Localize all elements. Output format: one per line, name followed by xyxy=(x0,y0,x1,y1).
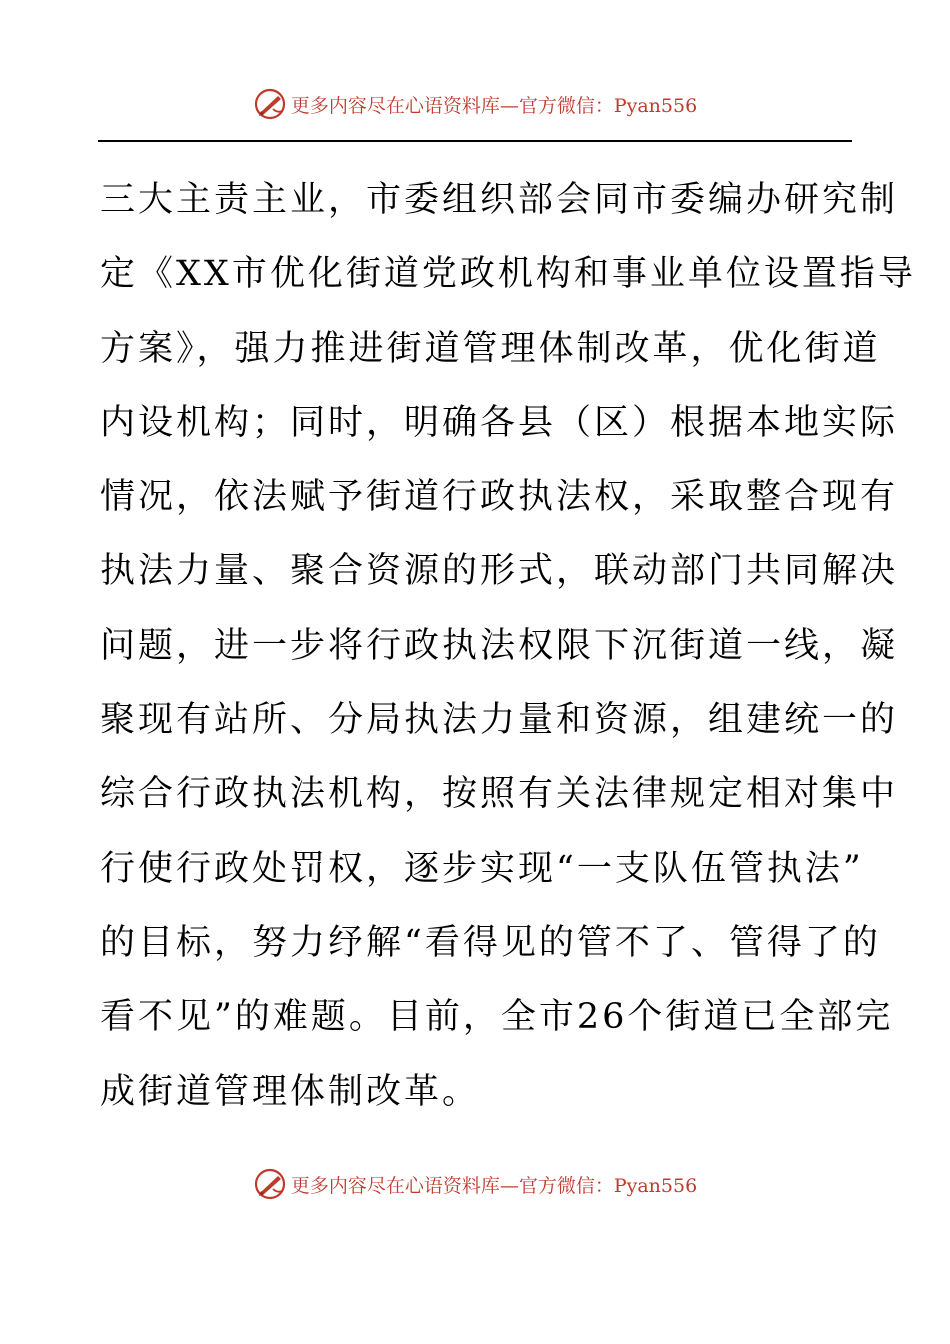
body-line: 内设机构；同时，明确各县（区）根据本地实际 xyxy=(100,402,899,443)
body-line: 情况，依法赋予街道行政执法权，采取整合现有 xyxy=(100,477,899,518)
body-line: 综合行政执法机构，按照有关法律规定相对集中 xyxy=(100,774,899,815)
body-line: 执法力量、聚合资源的形式，联动部门共同解决 xyxy=(100,551,899,592)
header-banner-text: 更多内容尽在心语资料库—官方微信：Pyan556 xyxy=(290,94,698,117)
body-line: 看不见”的难题。目前，全市26个街道已全部完 xyxy=(100,997,894,1038)
body-line: 问题，进一步将行政执法权限下沉街道一线，凝 xyxy=(100,625,899,666)
pen-circle-logo-icon xyxy=(253,87,287,121)
header-divider xyxy=(98,140,852,142)
body-line: 成街道管理体制改革。 xyxy=(100,1071,481,1112)
body-line: 行使行政处罚权，逐步实现“一支队伍管执法” xyxy=(100,848,864,889)
body-line: 定《XX市优化街道党政机构和事业单位设置指导 xyxy=(100,254,916,295)
header-banner xyxy=(0,84,950,124)
footer-banner xyxy=(0,1164,950,1204)
body-line: 三大主责主业，市委组织部会同市委编办研究制 xyxy=(100,180,899,220)
pen-circle-logo-icon xyxy=(253,1167,287,1201)
document-body xyxy=(100,163,916,1129)
body-line: 聚现有站所、分局执法力量和资源，组建统一的 xyxy=(100,700,899,741)
body-line: 的目标，努力纾解“看得见的管不了、管得了的 xyxy=(100,922,881,963)
body-line: 方案》，强力推进街道管理体制改革，优化街道 xyxy=(100,328,881,369)
footer-banner-text: 更多内容尽在心语资料库—官方微信：Pyan556 xyxy=(290,1174,698,1197)
